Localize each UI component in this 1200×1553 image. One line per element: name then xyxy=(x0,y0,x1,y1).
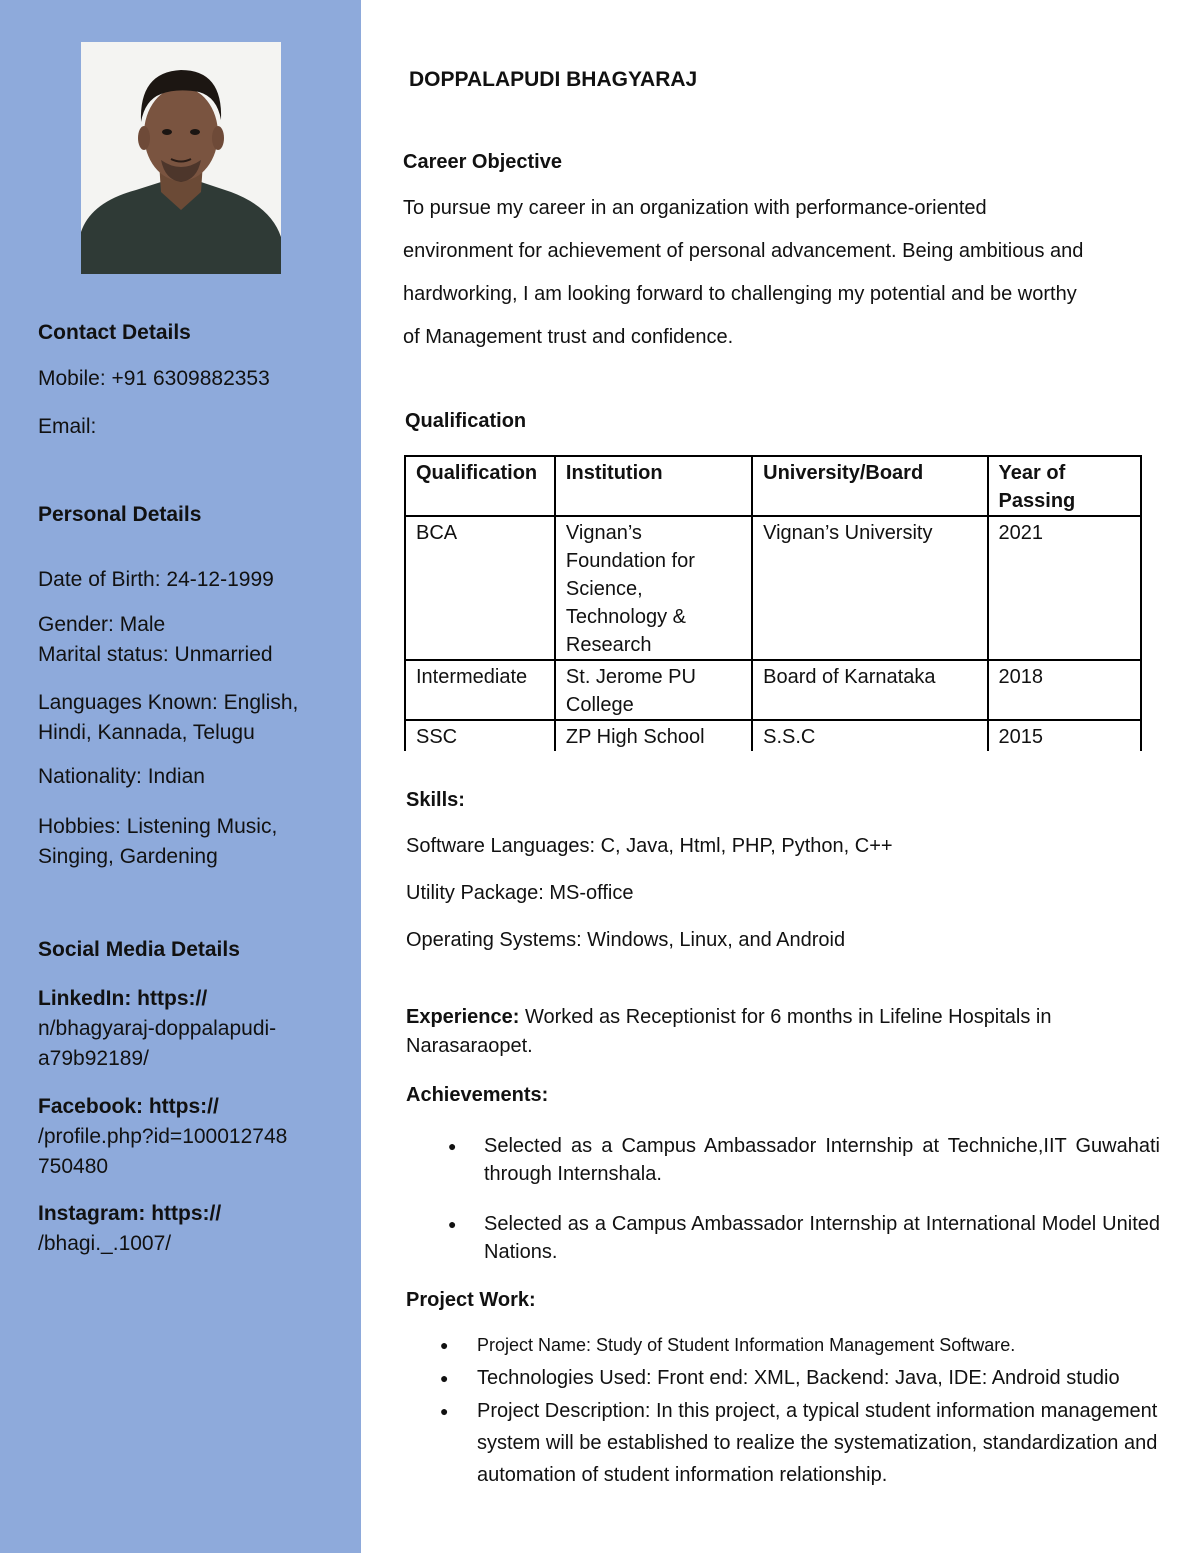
table-row xyxy=(405,516,1141,660)
experience-line1 xyxy=(406,1006,1151,1029)
table-cell: 2018 xyxy=(988,660,1141,720)
instagram-url-start: : https:// xyxy=(138,1202,222,1225)
table-cell: Intermediate xyxy=(405,660,555,720)
qualification-table xyxy=(404,455,1142,751)
instagram-label: Instagram xyxy=(38,1202,139,1225)
skill-os: Operating Systems: Windows, Linux, and Android xyxy=(406,929,846,951)
table-header-cell: Year of Passing xyxy=(988,456,1141,516)
table-cell: ZP High School xyxy=(555,720,752,751)
table-cell: BCA xyxy=(405,516,555,660)
experience-line2: Narasaraopet. xyxy=(406,1035,533,1057)
linkedin-line1[interactable] xyxy=(38,984,207,1014)
achievements-list xyxy=(448,1132,1160,1288)
table-header-cell: Qualification xyxy=(405,456,555,516)
linkedin-line2[interactable]: n/bhagyaraj-doppalapudi- xyxy=(38,1017,277,1040)
personal-heading: Personal Details xyxy=(38,503,202,526)
email-label: Email: xyxy=(38,415,97,438)
instagram-line2[interactable]: /bhagi._.1007/ xyxy=(38,1232,172,1255)
languages-line1: Languages Known: English, xyxy=(38,691,299,714)
skill-software: Software Languages: C, Java, Html, PHP, Python, C++ xyxy=(406,835,893,857)
qualification-heading: Qualification xyxy=(405,410,527,432)
facebook-line3[interactable]: 750480 xyxy=(38,1155,109,1178)
skill-utility: Utility Package: MS-office xyxy=(406,882,634,904)
skills-heading: Skills: xyxy=(406,789,465,811)
facebook-line2[interactable]: /profile.php?id=100012748 xyxy=(38,1125,288,1148)
list-item: ● Technologies Used: Front end: XML, Backend: Java, IDE: Android studio xyxy=(440,1362,1160,1394)
achievements-heading: Achievements: xyxy=(406,1084,549,1106)
table-header-cell: Institution xyxy=(555,456,752,516)
facebook-url-start: : https:// xyxy=(136,1095,219,1118)
nationality-text: Nationality: Indian xyxy=(38,765,205,788)
list-item: ● Project Name: Study of Student Information Management Software. xyxy=(440,1329,1160,1361)
table-header-row xyxy=(405,456,1141,516)
hobbies-line1: Hobbies: Listening Music, xyxy=(38,815,278,838)
experience-label: Experience: xyxy=(406,1006,520,1028)
table-cell: Vignan’s University xyxy=(752,516,987,660)
table-row xyxy=(405,660,1141,720)
career-line-4: of Management trust and confidence. xyxy=(403,326,734,348)
table-cell: Board of Karnataka xyxy=(752,660,987,720)
languages-line2: Hindi, Kannada, Telugu xyxy=(38,721,255,744)
table-header-cell: University/Board xyxy=(752,456,987,516)
project-heading: Project Work: xyxy=(406,1289,536,1311)
table-cell: Vignan’s Foundation for Science, Technology & Research xyxy=(555,516,752,660)
candidate-name: DOPPALAPUDI BHAGYARAJ xyxy=(409,68,698,91)
linkedin-line3[interactable]: a79b92189/ xyxy=(38,1047,149,1070)
table-row xyxy=(405,720,1141,751)
instagram-line1[interactable] xyxy=(38,1199,221,1229)
table-cell: 2021 xyxy=(988,516,1141,660)
dob-text: Date of Birth: 24-12-1999 xyxy=(38,568,274,591)
linkedin-label: LinkedIn xyxy=(38,987,125,1010)
career-line-1: To pursue my career in an organization with performance-oriented xyxy=(403,197,987,219)
mobile-text: Mobile: +91 6309882353 xyxy=(38,367,270,390)
social-heading: Social Media Details xyxy=(38,938,240,961)
profile-photo xyxy=(81,42,281,274)
facebook-line1[interactable] xyxy=(38,1092,219,1122)
list-item: ● Project Description: In this project, a typical student information management system will be established to realize the systematization, standardization and automation of student information relationship. xyxy=(440,1395,1160,1491)
facebook-label: Facebook xyxy=(38,1095,137,1118)
career-heading: Career Objective xyxy=(403,151,562,173)
list-item: ● Selected as a Campus Ambassador Internship at Techniche,IIT Guwahati through Internshala. xyxy=(448,1132,1160,1188)
table-cell: 2015 xyxy=(988,720,1141,751)
career-line-3: hardworking, I am looking forward to challenging my potential and be worthy xyxy=(403,283,1077,305)
marital-text: Marital status: Unmarried xyxy=(38,643,273,666)
contact-heading: Contact Details xyxy=(38,321,191,344)
hobbies-line2: Singing, Gardening xyxy=(38,845,218,868)
table-cell: S.S.C xyxy=(752,720,987,751)
experience-text: Worked as Receptionist for 6 months in Lifeline Hospitals in xyxy=(519,1006,1052,1028)
table-cell: St. Jerome PU College xyxy=(555,660,752,720)
table-cell: SSC xyxy=(405,720,555,751)
project-list xyxy=(440,1329,1160,1492)
career-line-2: environment for achievement of personal advancement. Being ambitious and xyxy=(403,240,1084,262)
gender-text: Gender: Male xyxy=(38,613,166,636)
list-item: ● Selected as a Campus Ambassador Internship at International Model United Nations. xyxy=(448,1210,1160,1266)
linkedin-url-start: : https:// xyxy=(124,987,208,1010)
